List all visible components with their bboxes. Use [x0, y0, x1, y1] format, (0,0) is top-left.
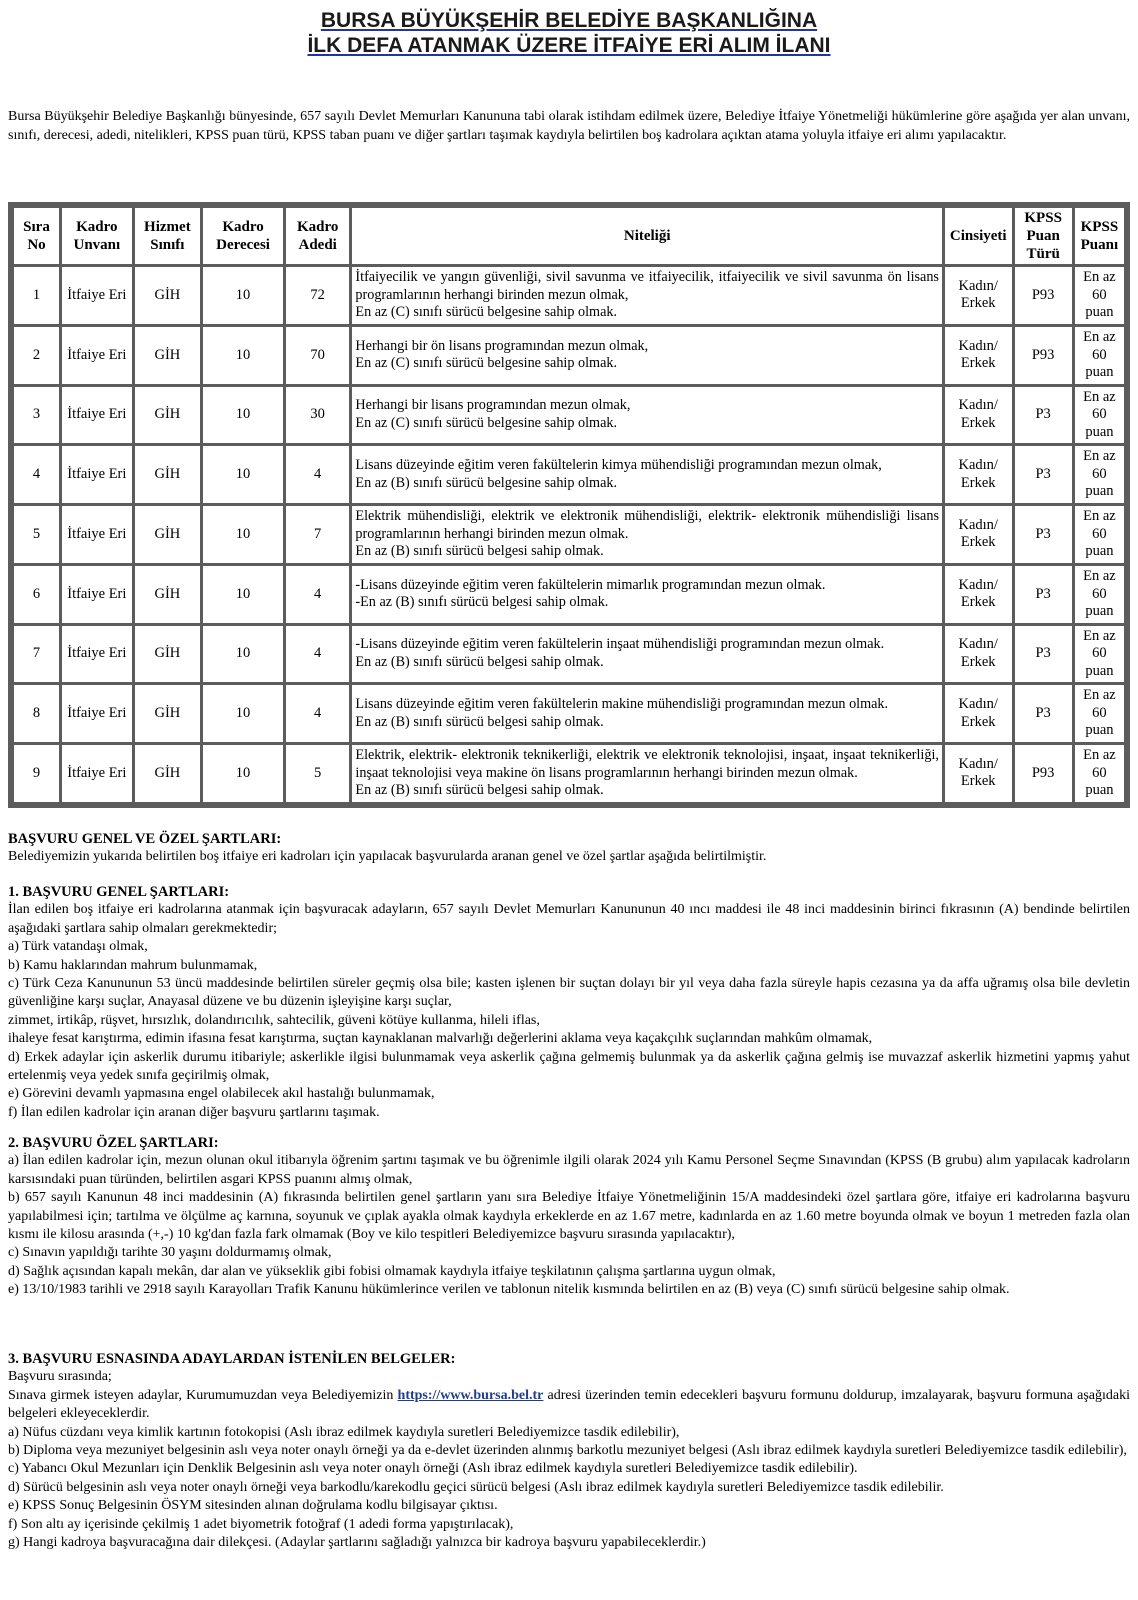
cell-cinsiyet: Kadın/ Erkek: [945, 566, 1012, 623]
belgeler-intro-before: Sınava girmek isteyen adaylar, Kurumumuzdan veya Belediyemizin: [8, 1387, 398, 1403]
cell-nitelik: [352, 506, 942, 563]
table-row: [14, 626, 1124, 683]
cell-puanturu: P93: [1015, 745, 1072, 802]
cell-puanturu: P93: [1015, 327, 1072, 384]
list-item: b) 657 sayılı Kanunun 48 inci maddesinin (A) fıkrasında belirtilen genel şartların yanı sıra Belediye İtfaiye Yönetmeliğinin 15/A maddesindeki özel şartlara göre, itfaiye eri kadrolarına başvuru yapılabilmesi için; tartılma ve ölçülme aç karnına, soyunuk ve çıplak ayakla olmak kaydıyla erkeklerde en az 1.67 metre, kadınlarda en az 1.60 metre boyunda olmak ve boyun 1 metreden fazla olan kısmı ile kilosu arasında (+,-) 10 kg'dan fazla fark olmamak (Boy ve kilo tespitleri Belediyemizce başvuru sırasında yapılacaktır),: [8, 1190, 1130, 1243]
cell-unvan: İtfaiye Eri: [62, 506, 132, 563]
website-link[interactable]: https://www.bursa.bel.tr: [397, 1387, 544, 1403]
table-body: [14, 267, 1124, 802]
cell-puanturu: P3: [1015, 566, 1072, 623]
cell-nitelik: [352, 387, 942, 444]
cell-sinif: GİH: [135, 267, 201, 324]
intro-paragraph: Bursa Büyükşehir Belediye Başkanlığı bünyesinde, 657 sayılı Devlet Memurları Kanununa tabi olarak istihdam edilmek üzere, Belediye İtfaiye Yönetmeliği hükümlerine göre aşağıda yer alan unvanı, sınıfı, derecesi, adedi, nitelikleri, KPSS puan türü, KPSS taban puanı ve diğer şartları taşımak kaydıyla belirtilen boş kadrolara açıktan atama yoluyla itfaiye eri alımı yapılacaktır.: [8, 109, 1130, 143]
cell-puan: En az 60 puan: [1075, 566, 1124, 623]
cell-sira: 3: [14, 387, 59, 444]
belgeler-intro: [8, 1387, 1130, 1424]
table-row: [14, 566, 1124, 623]
section-genel-heading: 1. BAŞVURU GENEL ŞARTLARI:: [8, 884, 230, 900]
list-item: a) Nüfus cüzdanı veya kimlik kartının fotokopisi (Aslı ibraz edilmek kaydıyla suretleri Belediyemizce tasdik edilebilir),: [8, 1424, 680, 1440]
belgeler-intro-after: adresi üzerinden temin edecekleri başvuru formunu doldurup, imzalayarak, başvuru formuna aşağıdaki belgeleri ekleyeceklerdir.: [8, 1387, 1130, 1422]
table-row: [14, 685, 1124, 742]
cell-sinif: GİH: [135, 387, 201, 444]
table-row: [14, 387, 1124, 444]
cell-derece: 10: [203, 267, 283, 324]
cell-derece: 10: [203, 685, 283, 742]
cell-puanturu: P3: [1015, 685, 1072, 742]
list-item: f) Son altı ay içerisinde çekilmiş 1 adet biyometrik fotoğraf (1 adedi forma yapıştırılacak),: [8, 1516, 514, 1532]
nitelik-line: En az (B) sınıfı sürücü belgesine sahip olmak.: [355, 474, 618, 491]
table-row: [14, 506, 1124, 563]
cell-puan: En az 60 puan: [1075, 626, 1124, 683]
cell-derece: 10: [203, 745, 283, 802]
cell-unvan: İtfaiye Eri: [62, 387, 132, 444]
cell-cinsiyet: Kadın/ Erkek: [945, 685, 1012, 742]
list-item: a) İlan edilen kadrolar için, mezun olunan okul itibarıyla öğrenim şartını taşımak ve bu öğrenimle ilgili olarak 2024 yılı Kamu Personel Seçme Sınavından (KPSS (B grubu) alım yapılacak kadroların karsısındaki puan türünden, belirtilen asgari KPSS puanını almış olmak,: [8, 1153, 1130, 1187]
cell-adet: 5: [286, 745, 349, 802]
section-genel-ozel: [8, 830, 1130, 867]
cell-sinif: GİH: [135, 745, 201, 802]
cell-puan: En az 60 puan: [1075, 446, 1124, 503]
cell-cinsiyet: Kadın/ Erkek: [945, 626, 1012, 683]
table-header-row: [14, 208, 1124, 264]
positions-table-frame: [8, 202, 1130, 808]
cell-cinsiyet: Kadın/ Erkek: [945, 745, 1012, 802]
list-item: d) Sürücü belgesinin aslı veya noter onaylı örneği veya barkodlu/karekodlu geçici sürücü belgesi (Aslı ibraz edilmek kaydıyla suretleri Belediyemizce tasdik edilebilir.: [8, 1479, 944, 1495]
positions-table: [11, 205, 1127, 805]
cell-puan: En az 60 puan: [1075, 327, 1124, 384]
header-puan: KPSS Puanı: [1075, 208, 1124, 264]
cell-adet: 7: [286, 506, 349, 563]
cell-cinsiyet: Kadın/ Erkek: [945, 387, 1012, 444]
cell-puan: En az 60 puan: [1075, 745, 1124, 802]
header-derece: Kadro Derecesi: [203, 208, 283, 264]
page-title: [0, 0, 1138, 58]
cell-puanturu: P3: [1015, 626, 1072, 683]
cell-adet: 70: [286, 327, 349, 384]
cell-derece: 10: [203, 626, 283, 683]
cell-puan: En az 60 puan: [1075, 506, 1124, 563]
title-line-1: BURSA BÜYÜKŞEHİR BELEDİYE BAŞKANLIĞINA: [320, 9, 818, 32]
list-item: g) Hangi kadroya başvuracağına dair dilekçesi. (Adaylar şartlarını sağladığı yalnızca bir kadroya başvuru yapabileceklerdir.): [8, 1535, 706, 1551]
list-item: d) Erkek adaylar için askerlik durumu itibariyle; askerlikle ilgisi bulunmamak veya askerlik çağına gelmemiş bulunmak ya da askerlik çağına gelmiş ise muvazzaf askerlik hizmetini yapmış yahut ertelenmiş veya yedek sınıfa geçirilmiş olmak,: [8, 1049, 1130, 1084]
cell-unvan: İtfaiye Eri: [62, 566, 132, 623]
belgeler-lines: [8, 1424, 1130, 1553]
cell-nitelik: [352, 327, 942, 384]
nitelik-line: Lisans düzeyinde eğitim veren fakültelerin makine mühendisliği programından mezun olmak.: [355, 696, 889, 713]
cell-nitelik: [352, 267, 942, 324]
table-row: [14, 327, 1124, 384]
header-nitelik: Niteliği: [352, 208, 942, 264]
list-item: c) Yabancı Okul Mezunları için Denklik Belgesinin aslı veya noter onaylı örneği (Aslı ibraz edilmek kaydıyla suretleri Belediyemizce tasdik edilebilir).: [8, 1461, 858, 1477]
cell-unvan: İtfaiye Eri: [62, 685, 132, 742]
cell-derece: 10: [203, 506, 283, 563]
nitelik-line: Elektrik mühendisliği, elektrik ve elektronik mühendisliği, elektrik- elektronik mühendisliği lisans programlarının herhangi birinden mezun olmak.: [355, 508, 939, 542]
list-item: zimmet, irtikâp, rüşvet, hırsızlık, dolandırıcılık, sahtecilik, güveni kötüye kullanma, hileli iflas,: [8, 1012, 540, 1028]
cell-adet: 4: [286, 446, 349, 503]
genel-lines: [8, 901, 1130, 1122]
ozel-lines: [8, 1152, 1130, 1299]
nitelik-line: En az (C) sınıfı sürücü belgesine sahip olmak.: [355, 414, 618, 431]
nitelik-line: Lisans düzeyinde eğitim veren fakültelerin kimya mühendisliği programından mezun olmak,: [355, 457, 882, 474]
cell-derece: 10: [203, 327, 283, 384]
cell-nitelik: [352, 566, 942, 623]
header-puanturu: KPSS Puan Türü: [1015, 208, 1072, 264]
nitelik-line: En az (B) sınıfı sürücü belgesi sahip olmak.: [355, 653, 604, 670]
cell-nitelik: [352, 446, 942, 503]
nitelik-line: En az (B) sınıfı sürücü belgesi sahip olmak.: [355, 713, 604, 730]
nitelik-line: Herhangi bir lisans programından mezun olmak,: [355, 397, 631, 414]
cell-sira: 7: [14, 626, 59, 683]
cell-derece: 10: [203, 566, 283, 623]
cell-unvan: İtfaiye Eri: [62, 446, 132, 503]
header-unvan: Kadro Unvanı: [62, 208, 132, 264]
cell-sinif: GİH: [135, 566, 201, 623]
nitelik-line: -Lisans düzeyinde eğitim veren fakültelerin mimarlık programından mezun olmak.: [355, 576, 826, 593]
nitelik-line: En az (C) sınıfı sürücü belgesine sahip olmak.: [355, 355, 618, 372]
list-item: b) Diploma veya mezuniyet belgesinin aslı veya noter onaylı örneği ya da e-devlet üzerinden alınmış barkotlu mezuniyet belgesi (Aslı ibraz edilmek kaydıyla suretleri Belediyemizce tasdik edilebilir),: [8, 1443, 1127, 1459]
cell-sira: 9: [14, 745, 59, 802]
cell-puanturu: P3: [1015, 506, 1072, 563]
header-sira: Sıra No: [14, 208, 59, 264]
cell-derece: 10: [203, 446, 283, 503]
cell-puan: En az 60 puan: [1075, 387, 1124, 444]
cell-sira: 4: [14, 446, 59, 503]
list-item: e) 13/10/1983 tarihli ve 2918 sayılı Karayolları Trafik Kanunu hükümlerince verilen ve tablonun nitelik kısmında belirtilen en az (B) veya (C) sınıfı sürücü belgesine sahip olmak.: [8, 1282, 1010, 1298]
cell-cinsiyet: Kadın/ Erkek: [945, 446, 1012, 503]
section-belgeler: [8, 1350, 1130, 1552]
cell-adet: 4: [286, 685, 349, 742]
cell-adet: 30: [286, 387, 349, 444]
header-sinif: Hizmet Sınıfı: [135, 208, 201, 264]
cell-nitelik: [352, 626, 942, 683]
nitelik-line: İtfaiyecilik ve yangın güvenliği, sivil savunma ve itfaiyecilik, itfaiyecilik ve sivil savunma ön lisans programlarının herhangi birinden mezun olmak,: [355, 269, 939, 303]
nitelik-line: Elektrik, elektrik- elektronik teknikerliği, elektrik ve elektronik teknolojisi, inşaat, inşaat teknikerliği, inşaat teknolojisi veya makine ön lisans programlarının herhangi birinden mezun olmak.: [355, 747, 939, 781]
cell-unvan: İtfaiye Eri: [62, 327, 132, 384]
belgeler-sirasinda: Başvuru sırasında;: [8, 1369, 112, 1385]
section-belgeler-heading: 3. BAŞVURU ESNASINDA ADAYLARDAN İSTENİLEN BELGELER:: [8, 1351, 456, 1367]
list-item: e) Görevini devamlı yapmasına engel olabilecek akıl hastalığı bulunmamak,: [8, 1086, 435, 1102]
nitelik-line: -En az (B) sınıfı sürücü belgesi sahip olmak.: [355, 594, 609, 611]
header-cinsiyet: Cinsiyeti: [945, 208, 1012, 264]
cell-adet: 4: [286, 566, 349, 623]
cell-cinsiyet: Kadın/ Erkek: [945, 506, 1012, 563]
cell-sinif: GİH: [135, 685, 201, 742]
section-ozel-heading: 2. BAŞVURU ÖZEL ŞARTLARI:: [8, 1135, 219, 1151]
cell-nitelik: [352, 745, 942, 802]
header-adet: Kadro Adedi: [286, 208, 349, 264]
cell-cinsiyet: Kadın/ Erkek: [945, 267, 1012, 324]
cell-sira: 1: [14, 267, 59, 324]
list-item: c) Sınavın yapıldığı tarihte 30 yaşını doldurmamış olmak,: [8, 1245, 332, 1261]
list-item: c) Türk Ceza Kanununun 53 üncü maddesinde belirtilen süreler geçmiş olsa bile; kasten işlenen bir suçtan dolayı bir yıl veya daha fazla süreyle hapis cezasına ya da affa uğramış olsa bile devletin güvenliğine karşı suçlar, Anayasal düzene ve bu düzenin işleyişine karşı suçlar,: [8, 976, 1130, 1010]
cell-adet: 72: [286, 267, 349, 324]
nitelik-line: En az (B) sınıfı sürücü belgesi sahip olmak.: [355, 782, 604, 799]
cell-unvan: İtfaiye Eri: [62, 267, 132, 324]
nitelik-line: Herhangi bir ön lisans programından mezun olmak,: [355, 337, 649, 354]
table-row: [14, 446, 1124, 503]
cell-puanturu: P93: [1015, 267, 1072, 324]
cell-puan: En az 60 puan: [1075, 685, 1124, 742]
list-item: İlan edilen boş itfaiye eri kadrolarına atanmak için başvuracak adayların, 657 sayılı Devlet Memurları Kanununun 40 ıncı maddesi ile 48 inci maddesinin birinci fıkrasının (A) bendinde belirtilen aşağıdaki şartlara sahip olmaları gerekmektedir;: [8, 902, 1130, 936]
list-item: ihaleye fesat karıştırma, edimin ifasına fesat karıştırma, suçtan kaynaklanan malvarlığı değerlerini aklama veya kaçakçılık suçlarından mahkûm olmamak,: [8, 1031, 873, 1047]
section-ozel-sartlar: [8, 1134, 1130, 1300]
list-item: d) Sağlık açısından kapalı mekân, dar alan ve yükseklik gibi fobisi olmamak kaydıyla itfaiye teşkilatının çalışma şartlarına uygun olmak,: [8, 1263, 776, 1279]
cell-sinif: GİH: [135, 626, 201, 683]
table-row: [14, 745, 1124, 802]
cell-unvan: İtfaiye Eri: [62, 626, 132, 683]
section-genel-ozel-text: Belediyemizin yukarıda belirtilen boş itfaiye eri kadroları için yapılacak başvurularda aranan genel ve özel şartlar aşağıda belirtilmiştir.: [8, 849, 767, 865]
cell-puanturu: P3: [1015, 387, 1072, 444]
cell-sira: 5: [14, 506, 59, 563]
cell-derece: 10: [203, 387, 283, 444]
list-item: a) Türk vatandaşı olmak,: [8, 939, 148, 955]
section-genel-sartlar: [8, 883, 1130, 1122]
nitelik-line: En az (C) sınıfı sürücü belgesine sahip olmak.: [355, 304, 618, 321]
cell-sinif: GİH: [135, 446, 201, 503]
list-item: b) Kamu haklarından mahrum bulunmamak,: [8, 957, 258, 973]
cell-sinif: GİH: [135, 327, 201, 384]
nitelik-line: En az (B) sınıfı sürücü belgesi sahip olmak.: [355, 543, 604, 560]
cell-sira: 2: [14, 327, 59, 384]
list-item: f) İlan edilen kadrolar için aranan diğer başvuru şartlarını taşımak.: [8, 1104, 380, 1120]
cell-unvan: İtfaiye Eri: [62, 745, 132, 802]
title-line-2: İLK DEFA ATANMAK ÜZERE İTFAİYE ERİ ALIM İLANI: [307, 34, 831, 57]
cell-adet: 4: [286, 626, 349, 683]
cell-puanturu: P3: [1015, 446, 1072, 503]
cell-sinif: GİH: [135, 506, 201, 563]
cell-puan: En az 60 puan: [1075, 267, 1124, 324]
cell-sira: 6: [14, 566, 59, 623]
cell-cinsiyet: Kadın/ Erkek: [945, 327, 1012, 384]
cell-sira: 8: [14, 685, 59, 742]
table-row: [14, 267, 1124, 324]
section-genel-ozel-heading: BAŞVURU GENEL VE ÖZEL ŞARTLARI:: [8, 831, 282, 847]
nitelik-line: -Lisans düzeyinde eğitim veren fakültelerin inşaat mühendisliği programından mezun olmak.: [355, 636, 885, 653]
list-item: e) KPSS Sonuç Belgesinin ÖSYM sitesinden alınan doğrulama kodlu bilgisayar çıktısı.: [8, 1498, 498, 1514]
cell-nitelik: [352, 685, 942, 742]
